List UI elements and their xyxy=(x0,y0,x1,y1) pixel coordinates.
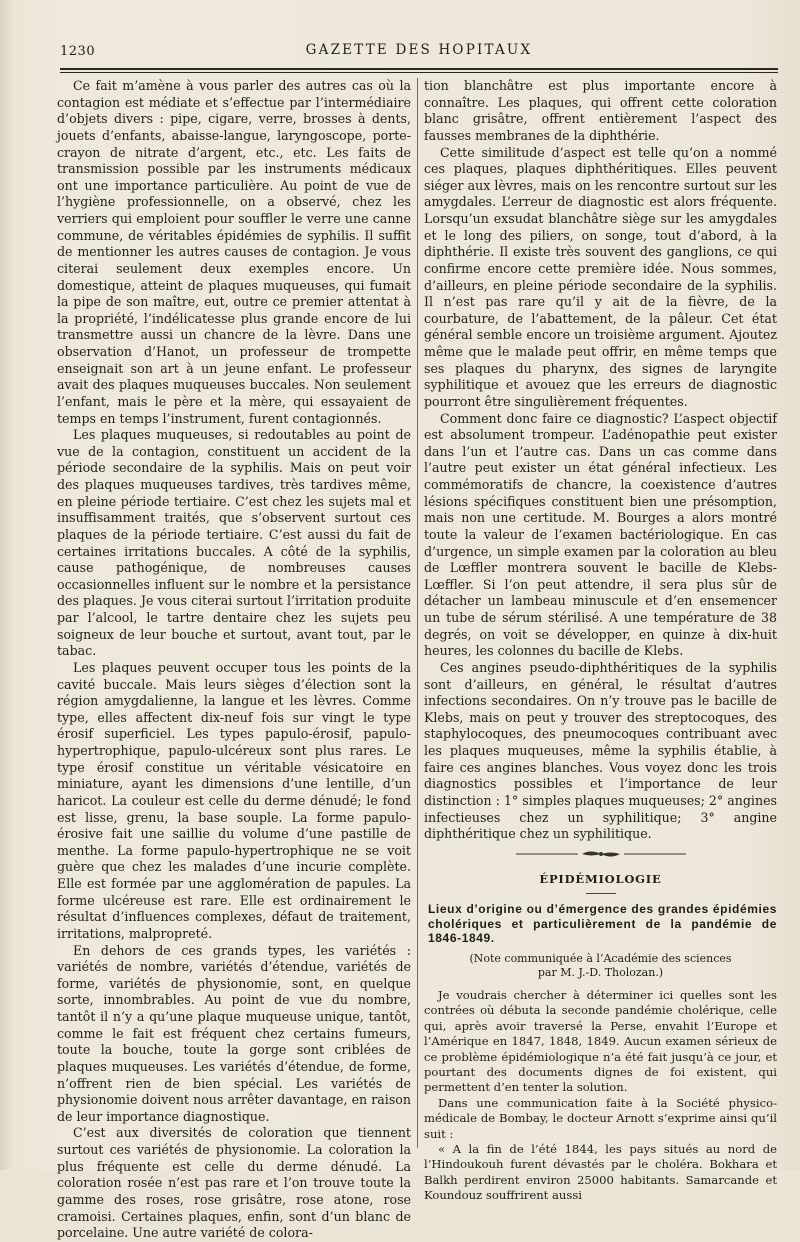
journal-title: GAZETTE DES HOPITAUX xyxy=(305,42,533,58)
paragraph: Ces angines pseudo-diphthéritiques de la syphilis sont d’ailleurs, en général, le résultat d’autres infections secondaires. On n’y trouve pas le bacille de Klebs, mais on peut y trouver des streptocoques, des staphylocoques, des pneumocoques contribuant avec les plaques muqueuses, même la syphilis établie, à faire ces angines blanches. Vous voyez donc les trois diagnostics possibles et l’importance de leur distinction : 1° simples plaques muqueuses; 2° angines infectieuses chez un syphilitique; 3° angine diphthéritique chez un syphilitique. xyxy=(424,659,777,842)
page-number: 1230 xyxy=(60,44,96,59)
paragraph: Je voudrais chercher à déterminer ici quelles sont les contrées où débuta la seconde pandémie cholérique, celle qui, après avoir traversé la Perse, envahit l’Europe et l’Amérique en 1847, 1848, 1849. Aucun examen sérieux de ce problème épidémiologique n’a été fait jusqu’à ce jour, et pourtant des documents dignes de foi existent, qui permettent d’en tenter la solution. xyxy=(424,987,777,1095)
paragraph: Les plaques muqueuses, si redoutables au point de vue de la contagion, constituent un accident de la période secondaire de la syphilis. Mais on peut voir des plaques muqueuses tardives, très tardives même, en pleine période tertiaire. C’est chez les sujets mal et insuffisamment traités, que s’observent surtout ces plaques de la période tertiaire. C’est aussi du fait de certaines irritations buccales. A côté de la syphilis, cause pathogénique, de nombreuses causes occasionnelles influent sur le nombre et la persistance des plaques. Je vous citerai surtout l’irritation produite par l’alcool, le tartre dentaire chez les sujets peu soigneux de leur bouche et surtout, avant tout, par le tabac. xyxy=(57,427,411,659)
left-column xyxy=(57,78,411,1242)
paragraph: En dehors de ces grands types, les variétés : variétés de nombre, variétés d’étendue, variétés de forme, variétés de physionomie, sont, en quelque sorte, innombrables. Au point de vue du nombre, tantôt il n’y a qu’une plaque muqueuse unique, tantôt, comme le fait est fréquent chez certains fumeurs, toute la bouche, toute la gorge sont criblées de plaques muqueuses. Les variétés d’étendue, de forme, n’offrent rien de bien spécial. Les variétés de physionomie doivent nous arrêter davantage, en raison de leur importance diagnostique. xyxy=(57,942,411,1124)
header-rule xyxy=(60,68,778,70)
right-column xyxy=(424,78,777,1204)
article-body xyxy=(424,988,777,1204)
note-author: par M. J.-D. Tholozan.) xyxy=(537,965,664,979)
paragraph: tion blanchâtre est plus importante encore à connaître. Les plaques, qui offrent cette coloration blanc grisâtre, offrent entièrement l’aspect des fausses membranes de la diphthérie. xyxy=(424,78,777,143)
header-rule-thin xyxy=(60,72,778,73)
article-note xyxy=(424,952,777,980)
paragraph: Cette similitude d’aspect est telle qu’on a nommé ces plaques, plaques diphthéritiques. Elles peuvent siéger aux lèvres, mais on les rencontre surtout sur les amygdales. L’erreur de diagnostic est alors fréquente. Lorsqu’un exsudat blanchâtre siège sur les amygdales et le long des piliers, on songe, tout d’abord, à la diphthérie. Il existe très souvent des ganglions, ce qui confirme encore cette première idée. Nous sommes, d’ailleurs, en pleine période secondaire de la syphilis. Il n’est pas rare qu’il y ait de la fièvre, de la courbature, de l’abattement, de la pâleur. Cet état général semble encore un troisième argument. Ajoutez même que le malade peut offrir, en même temps que ses plaques du pharynx, des signes de laryngite syphilitique et avouez que les erreurs de diagnostic pourront être singulièrement fréquentes. xyxy=(424,144,777,409)
note-line: (Note communiquée à l’Académie des sciences xyxy=(469,951,732,965)
short-rule xyxy=(586,893,616,894)
paragraph: Dans une communication faite à la Société physico-médicale de Bombay, le docteur Arnott s’exprime ainsi qu’il suit : xyxy=(424,1095,777,1141)
article-title: Lieux d’origine ou d’émergence des grandes épidémies cholériques et particulièrement de la pandémie de 1846-1849. xyxy=(428,902,777,946)
paragraph: Ce fait m’amène à vous parler des autres cas où la contagion est médiate et s’effectue par l’intermédiaire d’objets divers : pipe, cigare, verre, brosses à dents, jouets d’enfants, abaisse-langue, laryngoscope, porte-crayon de nitrate d’argent, etc., etc. Les faits de transmission possible par les instruments médicaux ont une importance particulière. Au point de vue de l’hygiène professionnelle, on a observé, chez les verriers qui emploient pour souffler le verre une canne commune, de véritables épidémies de syphilis. Il suffit de mentionner les autres causes de contagion. Je vous citerai seulement deux exemples encore. Un domestique, atteint de plaques muqueuses, qui fumait la pipe de son maître, eut, outre ce premier attentat à la propriété, l’indélicatesse plus grande encore de lui transmettre aussi un chancre de la lèvre. Dans une observation d’Hanot, un professeur de trompette enseignait son art à un jeune enfant. Le professeur avait des plaques muqueuses buccales. Non seulement l’enfant, mais le père et la mère, qui essayaient de temps en temps l’instrument, furent contagionnés. xyxy=(57,78,411,426)
paragraph: Les plaques peuvent occuper tous les points de la cavité buccale. Mais leurs sièges d’élection sont la région amygdalienne, la langue et les lèvres. Comme type, elles affectent dix-neuf fois sur vingt le type érosif superficiel. Les types papulo-érosif, papulo-hypertrophique, papulo-ulcéreux sont plus rares. Le type érosif constitue un véritable vésicatoire en miniature, ayant les dimensions d’une lentille, d’un haricot. La couleur est celle du derme dénudé; le fond est lisse, grenu, la base souple. La forme papulo-érosive fait une saillie du volume d’une pastille de menthe. La forme papulo-hypertrophique ne se voit guère que chez les malades d’une incurie complète. Elle est formée par une agglomération de papules. La forme ulcéreuse est rare. Elle est ordinairement le résultat d’influences complexes, défaut de traitement, irritations, malpropreté. xyxy=(57,659,411,941)
paragraph: Comment donc faire ce diagnostic? L’aspect objectif est absolument trompeur. L’adénopathie peut exister dans l’un et l’autre cas. Dans un cas comme dans l’autre peut exister un état général infectieux. Les commémoratifs de chancre, la coexistence d’autres lésions spécifiques constituent bien une présomption, mais non une certitude. M. Bourges a alors montré toute la valeur de l’examen bactériologique. En cas d’urgence, un simple examen par la coloration au bleu de Lœffler montrera souvent le bacille de Klebs-Lœffler. Si l’on peut attendre, il sera plus sûr de détacher un lambeau minuscule et d’en ensemencer un tube de sérum stérilisé. A une température de 38 degrés, on voit se développer, en quinze à dix-huit heures, les colonnes du bacille de Klebs. xyxy=(424,410,777,659)
section-title: ÉPIDÉMIOLOGIE xyxy=(539,871,662,886)
paragraph: « A la fin de l’été 1844, les pays situés au nord de l’Hindoukouh furent dévastés par le choléra. Bokhara et Balkh perdirent environ 25000 habitants. Samarcande et Koundouz souffrirent aussi xyxy=(424,1141,777,1203)
section-ornament xyxy=(516,849,686,859)
paragraph: C’est aux diversités de coloration que tiennent surtout ces variétés de physionomie. La coloration la plus fréquente est celle du derme dénudé. La coloration rosée n’est pas rare et l’on trouve toute la gamme des roses, rose grisâtre, rose atone, rose cramoisi. Certaines plaques, enfin, sont d’un blanc de porcelaine. Une autre variété de colora- xyxy=(57,1125,411,1241)
column-divider xyxy=(417,78,418,1148)
page-header xyxy=(60,40,778,64)
